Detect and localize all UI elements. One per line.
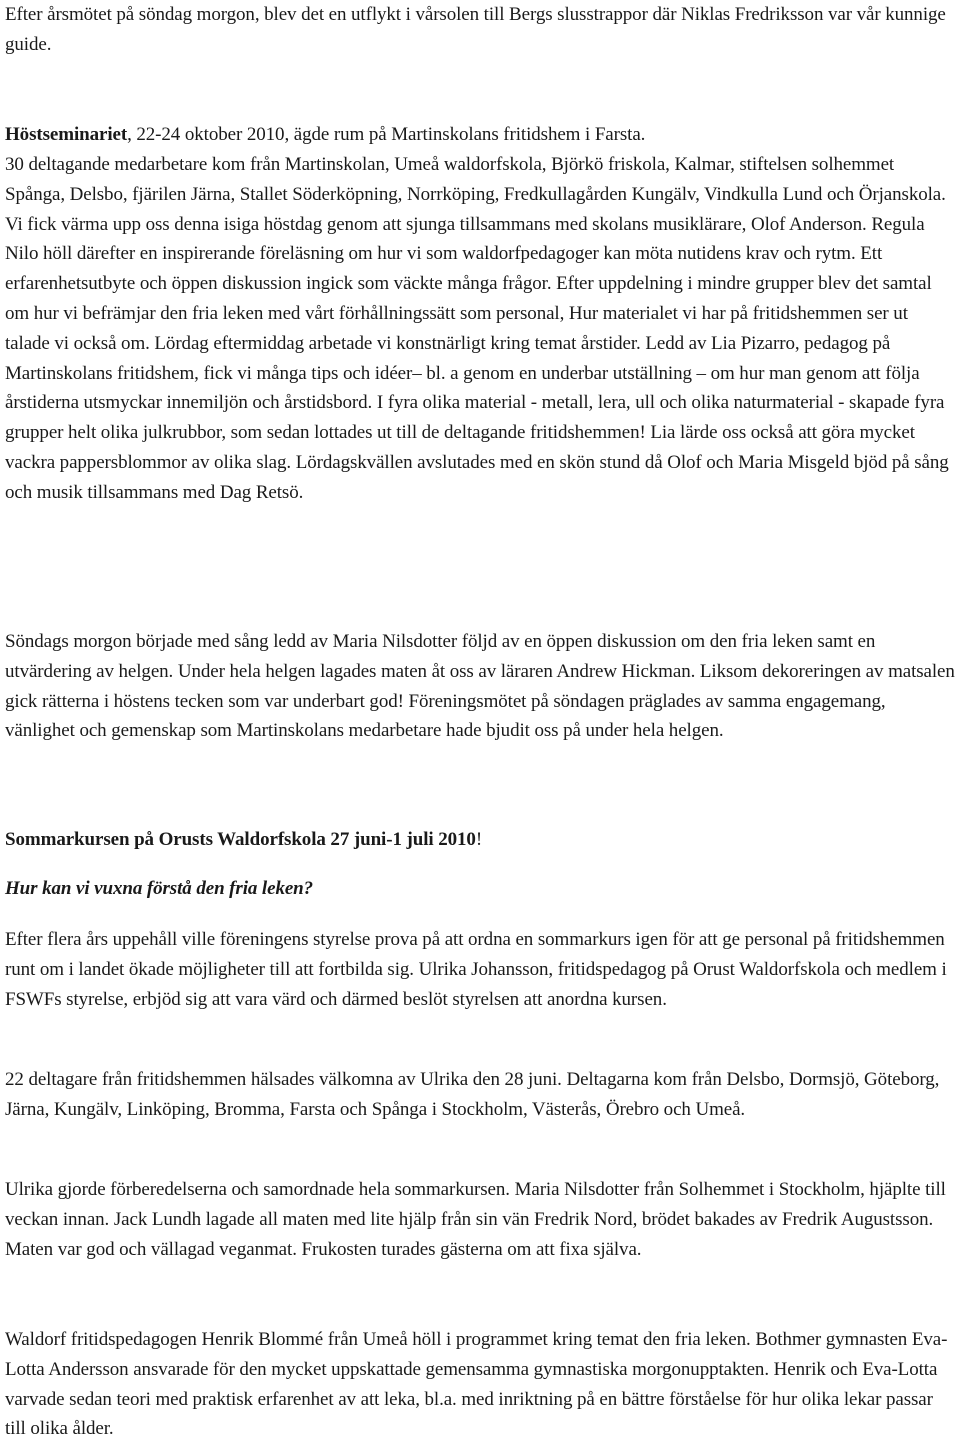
summer-course-heading [5, 825, 955, 855]
autumn-seminar-title-rest: , 22-24 oktober 2010, ägde rum på Martinskolans fritidshem i Farsta. [127, 124, 646, 145]
autumn-seminar-body: 30 deltagande medarbetare kom från Martinskolan, Umeå waldorfskola, Björkö friskola, Kalmar, stiftelsen solhemmet Spånga, Delsbo, fjärilen Järna, Stallet Söderköpning, Norrköping, Fredkullagården Kungälv, Vindkulla Lund och Örjanskola. Vi fick värma upp oss denna isiga höstdag genom att sjunga tillsammans med skolans musiklärare, Olof Anderson. Regula Nilo höll därefter en inspirerande föreläsning om hur vi som waldorfpedagoger kan möta nutidens krav och rytm. Ett erfarenhetsutbyte och öppen diskussion ingick som väckte många frågor. Efter uppdelning i mindre grupper blev det samtal om hur vi befrämjar den fria leken med vårt förhållningssätt som personal, Hur materialet vi har på fritidshemmen ser ut talade vi också om. Lördag eftermiddag arbetade vi konstnärligt kring temat årstider. Ledd av Lia Pizarro, pedagog på Martinskolans fritidshem, fick vi många tips och idéer– bl. a genom en underbar utställning – om hur man genom att följa årstiderna utsmyckar innemiljön och årstidsbord. I fyra olika material - metall, lera, ull och olika naturmaterial - skapade fyra grupper helt olika julkrubbor, som sedan lottades ut till de deltagande fritidshemmen! Lia lärde oss också att göra mycket vackra pappersblommor av olika slag. Lördagskvällen avslutades med en skön stund då Olof och Maria Misgeld bjöd på sång och musik tillsammans med Dag Retsö. [5, 154, 949, 503]
sunday-paragraph: Söndags morgon började med sång ledd av Maria Nilsdotter följd av en öppen diskussion om den fria leken samt en utvärdering av helgen. Under hela helgen lagades maten åt oss av läraren Andrew Hickman. Liksom dekoreringen av matsalen gick rätterna i höstens tecken som var underbart god! Föreningsmötet på söndagen präglades av samma engagemang, vänlighet och gemenskap som Martinskolans medarbetare hade bjudit oss på under hela helgen. [5, 631, 955, 742]
summer-course-subtitle: Hur kan vi vuxna förstå den fria leken? [5, 878, 314, 899]
intro-paragraph: Efter årsmötet på söndag morgon, blev det en utflykt i vårsolen till Bergs slusstrappor där Niklas Fredriksson var vår kunnige guide. [5, 4, 946, 55]
autumn-seminar-heading [5, 120, 955, 150]
summer-paragraph-1: Efter flera års uppehåll ville föreningens styrelse prova på att ordna en sommarkurs igen för att ge personal på fritidshemmen runt om i landet ökade möjligheter till att fortbilda sig. Ulrika Johansson, fritidspedagog på Orust Waldorfskola och medlem i FSWFs styrelse, erbjöd sig att vara värd och därmed beslöt styrelsen att anordna kursen. [5, 929, 947, 1010]
summer-course-title: Sommarkursen på Orusts Waldorfskola 27 juni-1 juli 2010 [5, 829, 476, 850]
summer-paragraph-4: Waldorf fritidspedagogen Henrik Blommé från Umeå höll i programmet kring temat den fria leken. Bothmer gymnasten Eva-Lotta Andersson ansvarade för den mycket uppskattade gemensamma gymnastiska morgonupptakten. Henrik och Eva-Lotta varvade sedan teori med praktisk erfarenhet av att leka, bl.a. med inriktning på en bättre förståelse för hur olika lekar passar till olika ålder. [5, 1329, 948, 1440]
summer-paragraph-3: Ulrika gjorde förberedelserna och samordnade hela sommarkursen. Maria Nilsdotter från Solhemmet i Stockholm, hjäplte till veckan innan. Jack Lundh lagade all maten med lite hjälp från sin vän Fredrik Nord, brödet bakades av Fredrik Augustsson. Maten var god och vällagad veganmat. Frukosten turades gästerna om att fixa själva. [5, 1179, 946, 1260]
summer-course-title-tail: ! [475, 829, 483, 850]
autumn-seminar-title: Höstseminariet [5, 124, 128, 145]
summer-paragraph-2: 22 deltagare från fritidshemmen hälsades välkomna av Ulrika den 28 juni. Deltagarna kom från Delsbo, Dormsjö, Göteborg, Järna, Kungälv, Linköping, Bromma, Farsta och Spånga i Stockholm, Västerås, Örebro och Umeå. [5, 1069, 940, 1120]
